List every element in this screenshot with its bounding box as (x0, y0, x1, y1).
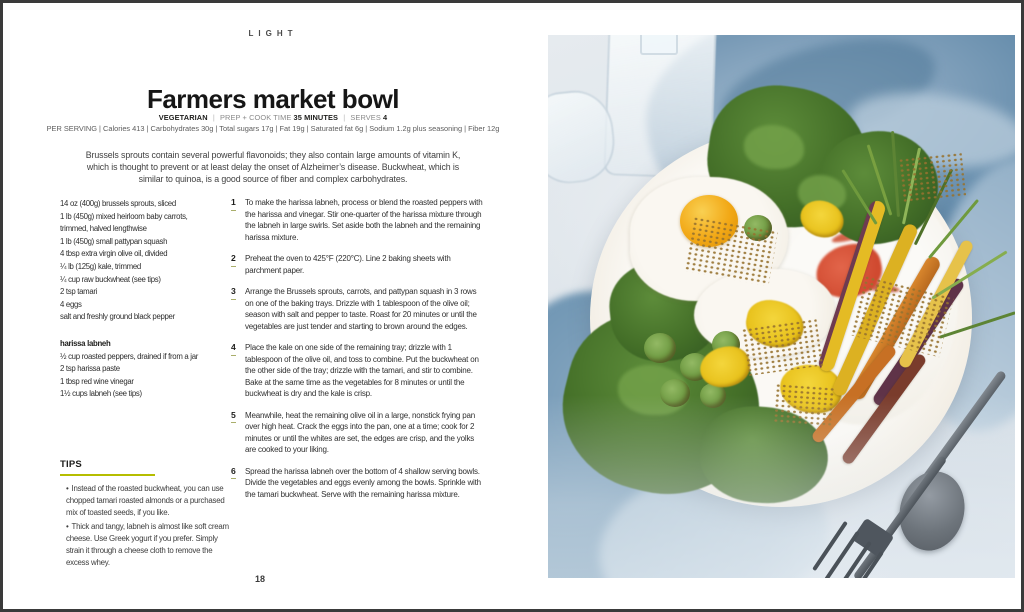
page-number: 18 (255, 574, 266, 584)
ingredient-item: salt and freshly ground black pepper (60, 312, 175, 322)
tip-text: Instead of the roasted buckwheat, you can use chopped tamari roasted almonds or a purchased mix of toasted seeds, if you like. (66, 484, 225, 518)
tips-box (60, 459, 232, 570)
ingredient-item: 1 lb (450g) small pattypan squash (60, 236, 168, 246)
ingredient-item: 2 tsp harissa paste (60, 364, 120, 374)
ingredient-item: 14 oz (400g) brussels sprouts, sliced (60, 199, 176, 208)
ingredient-item: 4 eggs (60, 299, 82, 309)
meta-separator: | (343, 113, 346, 122)
step-text: To make the harissa labneh, process or blend the roasted peppers with the harissa and vinegar. Stir one-quarter of the harissa mixture through the labneh in large swirls. Set aside both the labneh and the remaining harissa mixture. (245, 198, 483, 242)
recipe-intro: Brussels sprouts contain several powerful flavonoids; they also contain large amounts of vitamin K, which is thought to prevent or at least delay the onset of Alzheimer’s disease. Buckwheat, which is similar to quinoa, is a good source of fiber and complex carbohydrates. (85, 149, 461, 185)
sub-recipe-ingredients (60, 351, 214, 401)
ingredients-list (60, 198, 214, 401)
buckwheat-sprinkle (898, 152, 966, 202)
method-step (231, 197, 483, 243)
ingredient-item: 2 tsp tamari (60, 287, 98, 297)
brussels-sprout (644, 333, 676, 363)
step-text: Arrange the Brussels sprouts, carrots, and pattypan squash in 3 rows on one of the baking trays. Drizzle with 1 tablespoon of the olive oil; season with salt and pepper to taste. Roast for 20 minutes or until the vegetables are just tender and starting to brown around the edges. (245, 287, 477, 331)
serves-label: SERVES (350, 113, 381, 122)
glass-bottle-neck (640, 35, 678, 55)
ingredient-item: 1 tbsp red wine vinegar (60, 376, 134, 386)
tips-accent-rule (60, 474, 155, 476)
tip-item (60, 483, 232, 520)
recipe-title: Farmers market bowl (146, 84, 400, 115)
main-ingredients (60, 198, 214, 324)
diet-label: VEGETARIAN (158, 113, 208, 122)
method-step (231, 286, 483, 332)
tips-list (60, 483, 232, 569)
prep-value: 35 MINUTES (293, 113, 339, 122)
ingredient-item: 1 lb (450g) mixed heirloom baby carrots, trimmed, halved lengthwise (60, 211, 188, 234)
step-text: Meanwhile, heat the remaining olive oil in a large, nonstick frying pan over high heat. Crack the eggs into the pan, one at a time; cook for 2 minutes or until the whites are set, the edges are crisp, and the yolks are cooked to your liking. (245, 410, 475, 454)
bullet-icon: • (66, 484, 69, 493)
method-step (231, 253, 483, 276)
step-number: 4 (231, 342, 236, 356)
kale-highlight (744, 125, 804, 169)
recipe-page (3, 3, 543, 609)
step-number: 5 (231, 410, 236, 424)
step-number: 6 (231, 466, 236, 480)
method-step (231, 410, 483, 456)
step-number: 2 (231, 253, 236, 267)
prep-label: PREP + COOK TIME (220, 113, 292, 122)
recipe-meta-line (3, 113, 543, 122)
tip-item (60, 521, 232, 570)
tip-text: Thick and tangy, labneh is almost like soft cream cheese. Use Greek yogurt if you prefer. Simply strain it through a cheese cloth to remove the excess whey. (66, 521, 229, 568)
recipe-photo (548, 35, 1015, 578)
ingredient-item: 1½ cups labneh (see tips) (60, 389, 142, 399)
step-number: 1 (231, 197, 236, 211)
chapter-label: LIGHT (248, 29, 298, 38)
step-number: 3 (231, 286, 236, 300)
ingredient-item: ¼ lb (125g) kale, trimmed (60, 261, 141, 271)
method-steps (231, 197, 483, 510)
sub-recipe-heading: harissa labneh (60, 338, 111, 348)
step-text: Spread the harissa labneh over the bottom of 4 shallow serving bowls. Divide the vegetables and eggs evenly among the bowls. Sprinkle with the tamari buckwheat. Serve with the remaining harissa mixture. (245, 466, 481, 499)
ingredient-item: 4 tbsp extra virgin olive oil, divided (60, 249, 168, 259)
ingredient-item: ¼ cup raw buckwheat (see tips) (60, 274, 161, 284)
bullet-icon: • (66, 521, 69, 531)
per-serving-line: PER SERVING | Calories 413 | Carbohydrates 30g | Total sugars 17g | Fat 19g | Saturated fat 6g | Sodium 1.2g plus seasoning | Fiber 12g (46, 124, 500, 133)
serves-value: 4 (383, 113, 388, 122)
method-step (231, 342, 483, 400)
tips-heading: TIPS (60, 459, 82, 470)
step-text: Preheat the oven to 425°F (220°C). Line 2 baking sheets with parchment paper. (245, 254, 451, 275)
ingredient-item: ½ cup roasted peppers, drained if from a jar (60, 351, 199, 361)
step-text: Place the kale on one side of the remaining tray; drizzle with 1 tablespoon of the olive oil, and toss to combine. Put the buckwheat on the other side of the tray; drizzle with the tamari, and stir to combine. Bake at the same time as the vegetables for 8 minutes or until the buckwheat is dry and the kale is crisp. (245, 343, 479, 398)
method-step (231, 466, 483, 501)
meta-separator: | (212, 113, 215, 122)
